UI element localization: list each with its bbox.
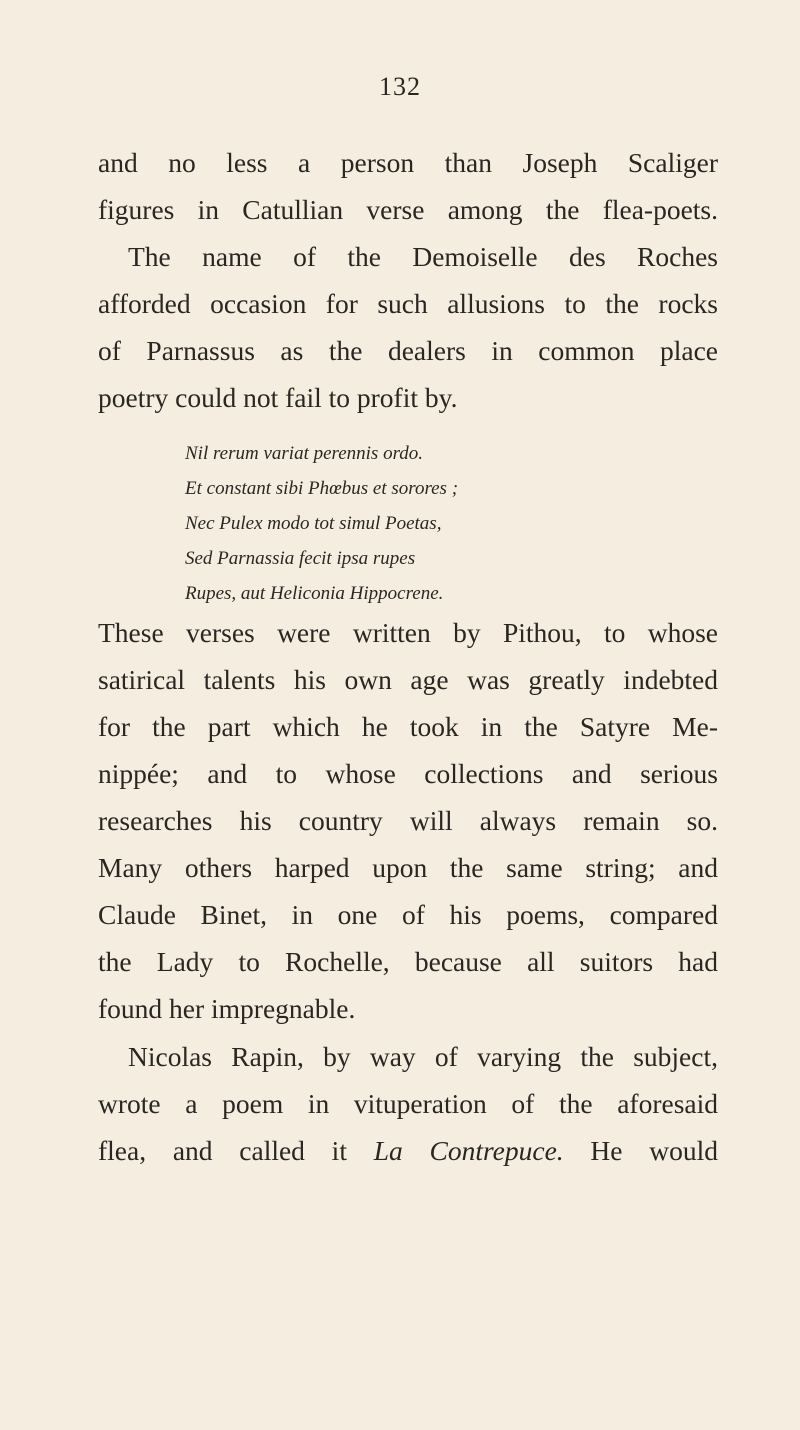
text-line: satirical talents his own age was greatly indebted xyxy=(98,664,718,695)
text-line: found her impregnable. xyxy=(98,993,356,1024)
paragraph-1 xyxy=(98,139,718,421)
text-line: nippée; and to whose collections and serious xyxy=(98,758,718,789)
paragraph-3 xyxy=(98,1033,718,1174)
text-line: wrote a poem in vituperation of the aforesaid xyxy=(98,1088,718,1119)
text-line: poetry could not fail to profit by. xyxy=(98,382,458,413)
text-line: Nicolas Rapin, by way of varying the subject, xyxy=(128,1041,718,1072)
text-line: afforded occasion for such allusions to the rocks xyxy=(98,288,718,319)
text-line: the Lady to Rochelle, because all suitors had xyxy=(98,946,718,977)
latin-verse xyxy=(185,436,705,611)
text-line: The name of the Demoiselle des Roches xyxy=(128,241,718,272)
text-segment: flea, and called it xyxy=(98,1135,374,1166)
work-title: La Contrepuce. xyxy=(373,1135,564,1166)
text-line xyxy=(98,1127,718,1174)
text-line: researches his country will always remain so. xyxy=(98,805,718,836)
text-line: Claude Binet, in one of his poems, compared xyxy=(98,899,718,930)
verse-line: Rupes, aut Heliconia Hippocrene. xyxy=(185,583,444,604)
verse-line: Et constant sibi Phœbus et sorores ; xyxy=(185,478,459,499)
text-line: Many others harped upon the same string; and xyxy=(98,852,718,883)
text-line: These verses were written by Pithou, to whose xyxy=(98,617,718,648)
paragraph-2 xyxy=(98,609,718,1032)
verse-line: Sed Parnassia fecit ipsa rupes xyxy=(185,548,416,569)
text-line: figures in Catullian verse among the flea-poets. xyxy=(98,194,718,225)
verse-line: Nec Pulex modo tot simul Poetas, xyxy=(185,513,442,534)
text-segment: He would xyxy=(563,1135,718,1166)
text-line: for the part which he took in the Satyre Me- xyxy=(98,711,718,742)
text-line: of Parnassus as the dealers in common place xyxy=(98,335,718,366)
text-line: and no less a person than Joseph Scaliger xyxy=(98,147,718,178)
verse-line: Nil rerum variat perennis ordo. xyxy=(185,443,424,464)
page-number: 132 xyxy=(379,72,421,101)
